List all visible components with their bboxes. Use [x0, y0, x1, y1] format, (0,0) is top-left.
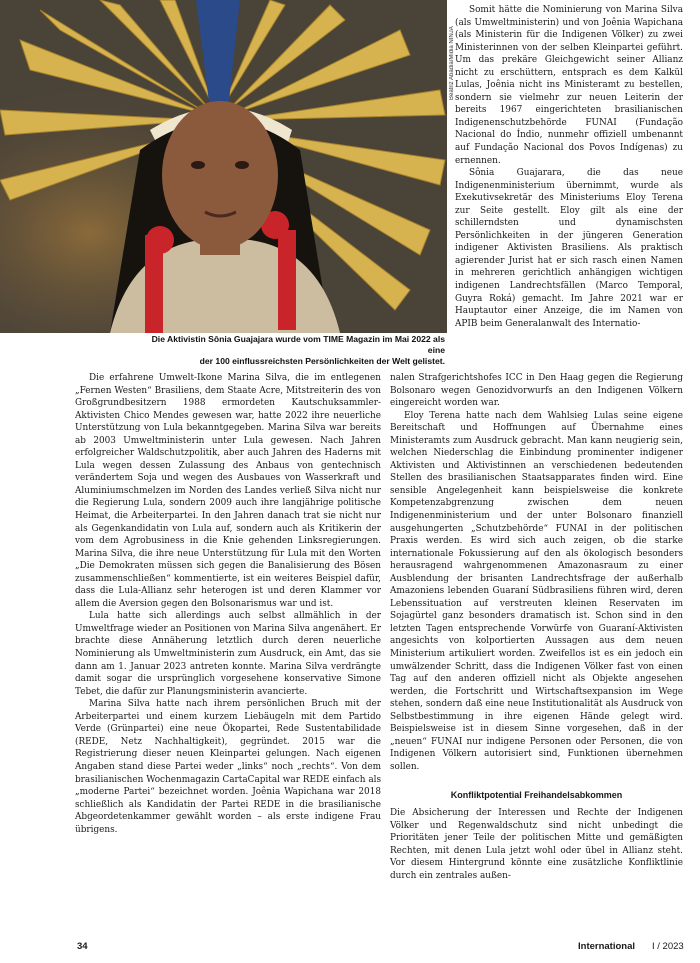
- caption-line: Die Aktivistin Sônia Guajajara wurde vom TIME Magazin im Mai 2022 als eine: [151, 334, 445, 355]
- paragraph: nalen Strafgerichtshofes ICC in Den Haag gegen die Regierung Bolsonaro wegen Genozidvorwurfs an den Indigenen Völkern eingereicht worden war.: [390, 373, 683, 409]
- paragraph: Die erfahrene Umwelt-Ikone Marina Silva, die im entlegenen „Fernen Westen“ Brasiliens, dem Staate Acre, Mitstreiterin des von Großgrundbesitzern 1988 ermordeten Kautschuksammler-Aktivisten Chico Mendes gewesen war, hatte 2022 ihre neuerliche Unterstützung von Lula bekanntgegeben. Marina Silva war bereits ab 2003 Umweltministerin unter Lula gewesen. Nach Jahren erfolgreicher Waldschutzpolitik, aber auch Jahren des Haderns mit Lula wegen dessen Zulassung des Anbaus von gentechnisch verändertem Soja und wegen des Ausbaues von Wasserkraft und Aluminiumschmelzen im Norden des Landes verließ Silva nicht nur die Regierung Lula, sondern 2009 auch ihre langjährige politische Heimat, die Arbeiterpartei. In den Jahren danach trat sie nicht nur als Gegenkandidatin von Lula auf, sondern auch als Kritikerin der vom dem Agrobusiness in die Knie gehenden Linksregierungen. Marina Silva, die ihre neue Unterstützung für Lula mit den Worten „Die Demokraten müssen sich gegen die Banalisierung des Bösen zusammenschließen“ kommentierte, ist ein weiteres Beispiel dafür, dass die Lula-Allianz sehr heterogen ist und deren Klammer vor allem die Aversion gegen den Bolsonarismus war und ist.: [75, 373, 381, 609]
- photo-caption: [150, 334, 445, 367]
- paragraph: Eloy Terena hatte nach dem Wahlsieg Lulas seine eigene Bereitschaft und Hoffnungen auf Übernahme eines Ministeramts zum Ausdruck gebracht. Man kann neugierig sein, welchen Niederschlag die Einbindung prominenter indigener Aktivisten und Aktivistinnen an verschiedenen bedeutenden Stellen des brasilianischen Staatsapparates finden wird. Eine sensible Angelegenheit kann beispielsweise die konkrete Kompetenzabgrenzung zwischen dem neuen Indigenenministerium und der unter Bolsonaro finanziell ausgehungerten „Schutzbehörde“ FUNAI in der politischen Praxis werden. Es wird sich auch zeigen, ob die starke internationale Fokussierung auf den als ökologisch besonders herausragend wahrgenommenen Amazonasraum zu einer Ausblendung der brisanten Landrechtsfrage der außerhalb Amazoniens lebenden Guaraní Südbrasiliens führen wird, deren Lebenssituation auf verstreuten kleinen Reservaten im Sojagürtel ganz besonders dramatisch ist. Schon sind in den letzten Tagen entsprechende Vorwürfe von Guaraní-Aktivisten angesichts von kolportierten Aussagen aus dem neuen Ministerium artikuliert worden. Zweifellos ist es ein jedoch ein umwälzender Schritt, dass die Indigenen Völker fast von einen Tag auf den anderen offiziell nicht als Objekte angesehen werden, die Fortschritt und Wirtschaftsexpansion im Wege stehen, sondern daß eine neue Institutionalität als Ausdruck von Selbstbestimmung in ihre eigenen Hände gelegt wird. Beispielsweise ist in diesem Sinne vorgesehen, daß in der „neuen“ FUNAI nur indigene Personen oder Personen, die von Indigenen Völkern autorisiert sind, Funktionen übernehmen sollen.: [390, 410, 683, 772]
- right-column-top: [455, 4, 683, 330]
- article-photo: [0, 0, 447, 333]
- paragraph: Lula hatte sich allerdings auch selbst allmählich in der Umweltfrage wieder an Positionen von Marina Silva angenähert. Er brachte diese Annäherung letztlich durch deren neuerliche Nominierung als Umweltministerin zum Ausdruck, ein Amt, das sie dann am 1. Januar 2023 antreten konnte. Marina Silva verdrängte damit sogar die ursprünglich vorgesehene konservative Simone Tebet, die dafür zur Planungsministerin avancierte.: [75, 611, 381, 697]
- paragraph: Marina Silva hatte nach ihrem persönlichen Bruch mit der Arbeiterpartei und einem kurzem Liebäugeln mit dem Partido Verde (Grünpartei) eine neue Ökopartei, Rede Sustentabilidade (REDE, Netz Nachhaltigkeit), gegründet. 2015 war die Registrierung dieser neuen Kleinpartei gelungen. Nach eigenen Angaben stand diese Partei weder „links“ noch „rechts“. Von dem brasilianischen Wochenmagazin CartaCapital war REDE einfach als „moderne Partei“ bezeichnet worden. Joênia Wapichana war 2018 schließlich als Kandidatin der Partei REDE in die brasilianische Abgeordetenkammer gewählt worden – als erste indigene Frau übrigens.: [75, 699, 381, 835]
- paragraph: Somit hätte die Nominierung von Marina Silva (als Umweltministerin) und von Joênia Wapichana (als Ministerin für die Indigenen Völker) zu zwei Ministerinnen von der selben Kleinpartei geführt. Um das prekäre Gleichgewicht seiner Allianz nicht zu erschüttern, entsprach es dem Kalkül Lulas, Joênia nicht ins Ministeramt zu bestellen, sondern sie vielmehr zur neuen Leiterin der bereits 1967 eingerichteten brasilianischen Indigenenschutzbehörde FUNAI (Fundação Nacional do Índio, nunmehr offiziell umbenannt auf Fundação Nacional dos Povos Indígenas) zu ernennen.: [455, 5, 683, 166]
- left-column: [75, 372, 381, 836]
- page-footer: [0, 941, 700, 959]
- section-heading: Konfliktpotential Freihandelsabkommen: [450, 789, 623, 800]
- photo-credit: Beatriz Abadia/Midia NINJA: [449, 26, 455, 100]
- paragraph: Die Absicherung der Interessen und Rechte der Indigenen Völker und Regenwaldschutz sind nicht unbedingt die Prioritäten jener Teile der politischen Mitte und gemäßigten Rechten, mit denen Lula jetzt wohl oder übel in Allianz steht. Vor diesem Hintergrund könnte eine zusätzliche Konfliktlinie durch ein zentrales außen-: [390, 808, 683, 881]
- paragraph: Sônia Guajarara, die das neue Indigenenministerium übernimmt, wurde als Exekutivsekretär des Ministeriums Eloy Terena zur Seite gestellt. Eloy gilt als eine der schillerndsten und dynamischsten Persönlichkeiten in der jüngeren Generation indigener Aktivisten Brasiliens. Als praktisch agierender Jurist hat er sich rasch einen Namen in mehreren gerichtlich anhängigen wichtigen indigenen Landrechtsfällen (Marco Temporal, Guyra Roká) gemacht. Im Jahre 2021 war er Hauptautor einer Anzeige, die im Namen von APIB beim Generalanwalt des Internatio-: [455, 168, 683, 329]
- portrait-illustration: [0, 0, 447, 333]
- caption-line: der 100 einflussreichsten Persönlichkeiten der Welt gelistet.: [199, 356, 445, 366]
- right-column-bottom: [390, 372, 683, 882]
- page-number: 34: [77, 941, 88, 952]
- magazine-name: International: [578, 941, 636, 952]
- issue-number: I / 2023: [652, 941, 684, 952]
